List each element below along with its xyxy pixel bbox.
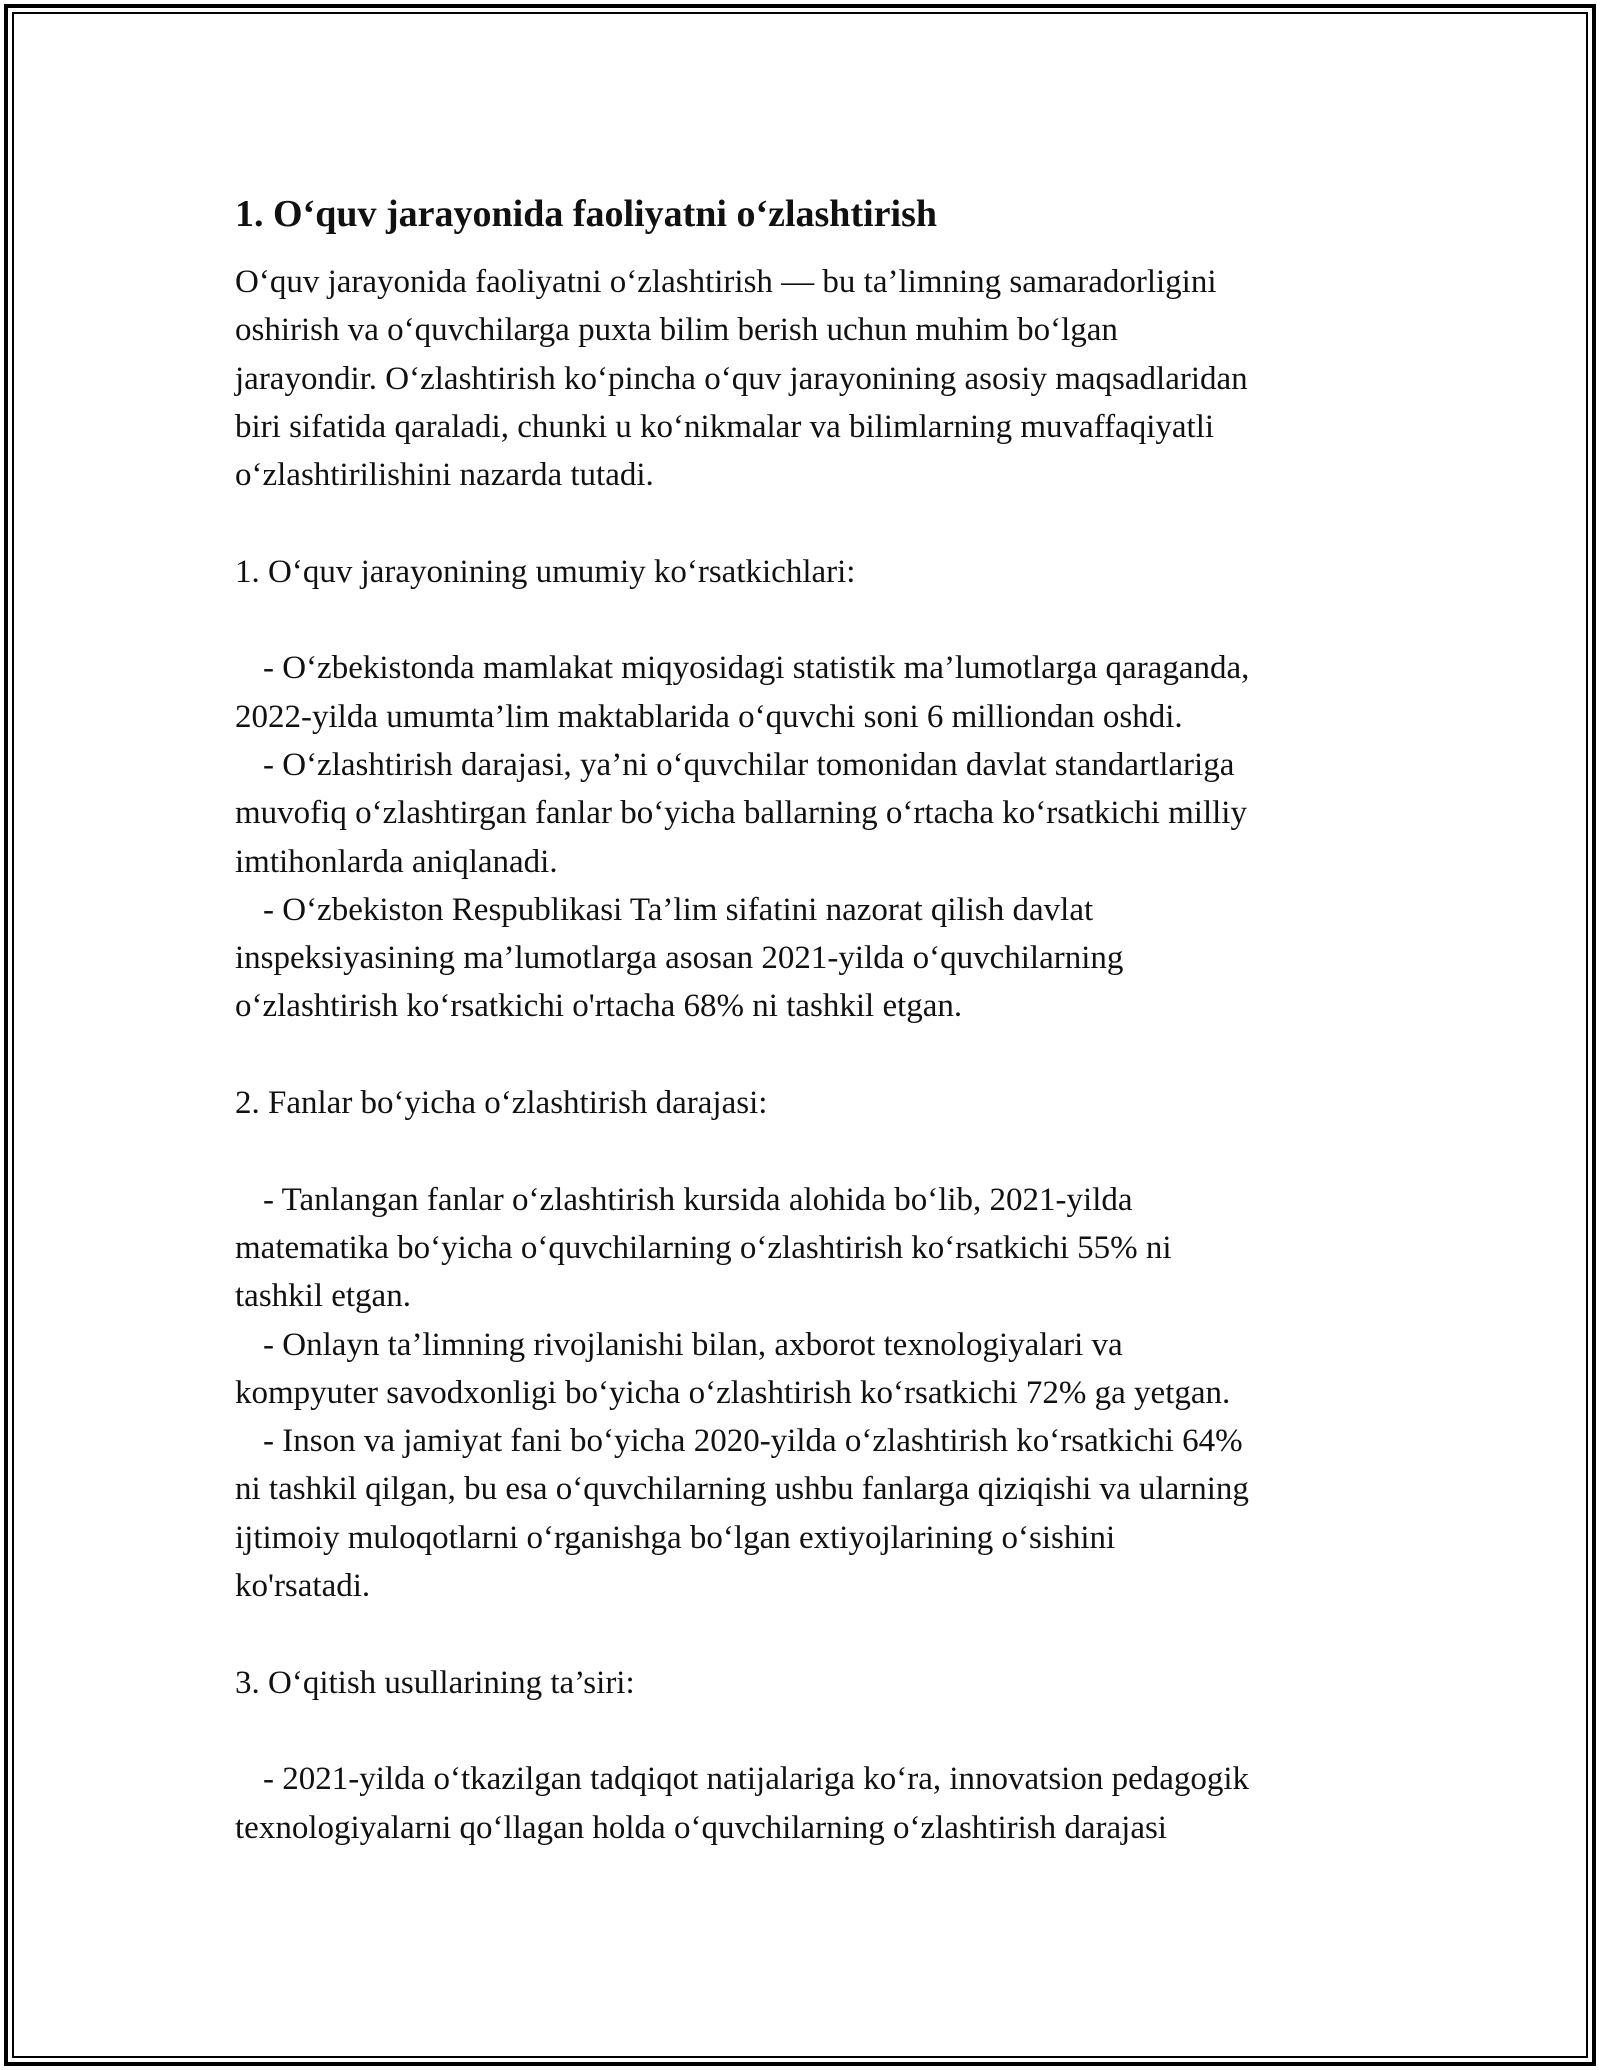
- bullet-line: texnologiyalarni qo‘llagan holda o‘quvchilarning o‘zlashtirish darajasi: [235, 1809, 1167, 1846]
- bullet-item: [235, 1755, 1385, 1852]
- bullet-line: - Tanlangan fanlar o‘zlashtirish kursida alohida bo‘lib, 2021-yilda: [263, 1181, 1133, 1218]
- bullet-item: [235, 741, 1385, 886]
- section-3: [235, 1659, 1385, 1852]
- bullet-item: [235, 1321, 1385, 1418]
- bullet-line: - O‘zlashtirish darajasi, ya’ni o‘quvchilar tomonidan davlat standartlariga: [263, 746, 1235, 783]
- section-heading: 1. O‘quv jarayonining umumiy ko‘rsatkichlari:: [235, 553, 856, 590]
- bullet-line: 2022-yilda umumta’lim maktablarida o‘quvchi soni 6 milliondan oshdi.: [235, 698, 1183, 735]
- document-title: 1. O‘quv jarayonida faoliyatni o‘zlashtirish: [235, 193, 937, 235]
- intro-line: o‘zlashtirilishini nazarda tutadi.: [235, 457, 654, 494]
- intro-line: jarayondir. O‘zlashtirish ko‘pincha o‘quv jarayonining asosiy maqsadlaridan: [235, 360, 1248, 397]
- bullet-item: [235, 886, 1385, 1031]
- bullet-line: - O‘zbekistonda mamlakat miqyosidagi statistik ma’lumotlarga qaraganda,: [263, 650, 1250, 687]
- bullet-line: matematika bo‘yicha o‘quvchilarning o‘zlashtirish ko‘rsatkichi 55% ni: [235, 1229, 1172, 1266]
- bullet-line: ko'rsatadi.: [235, 1568, 371, 1605]
- bullet-line: - Inson va jamiyat fani bo‘yicha 2020-yilda o‘zlashtirish ko‘rsatkichi 64%: [263, 1423, 1243, 1460]
- bullet-line: inspeksiyasining ma’lumotlarga asosan 2021-yilda o‘quvchilarning: [235, 940, 1124, 977]
- bullet-line: - Onlayn ta’limning rivojlanishi bilan, axborot texnologiyalari va: [263, 1326, 1123, 1363]
- intro-line: O‘quv jarayonida faoliyatni o‘zlashtirish — bu ta’limning samaradorligini: [235, 264, 1217, 300]
- bullet-line: - O‘zbekiston Respublikasi Ta’lim sifatini nazorat qilish davlat: [263, 891, 1094, 928]
- spacer: [235, 1031, 1385, 1079]
- section-2: [235, 1079, 1385, 1610]
- bullet-line: ijtimoiy muloqotlarni o‘rganishga bo‘lgan extiyojlarining o‘sishini: [235, 1519, 1116, 1556]
- spacer: [235, 1610, 1385, 1658]
- section-heading: 3. O‘qitish usullarining ta’siri:: [235, 1664, 635, 1701]
- bullet-item: [235, 1176, 1385, 1321]
- bullet-line: tashkil etgan.: [235, 1278, 411, 1315]
- bullet-line: muvofiq o‘zlashtirgan fanlar bo‘yicha ballarning o‘rtacha ko‘rsatkichi milliy: [235, 795, 1247, 832]
- section-1: [235, 548, 1385, 1031]
- bullet-line: ni tashkil qilgan, bu esa o‘quvchilarning ushbu fanlarga qiziqishi va ularning: [235, 1471, 1249, 1508]
- spacer: [235, 499, 1385, 547]
- intro-line: biri sifatida qaraladi, chunki u ko‘nikmalar va bilimlarning muvaffaqiyatli: [235, 408, 1215, 445]
- document-body: [235, 188, 1385, 1852]
- intro-paragraph: [235, 258, 1385, 499]
- spacer: [235, 596, 1385, 644]
- intro-line: oshirish va o‘quvchilarga puxta bilim berish uchun muhim bo‘lgan: [235, 312, 1118, 349]
- bullet-line: o‘zlashtirish ko‘rsatkichi o'rtacha 68% ni tashkil etgan.: [235, 988, 963, 1025]
- spacer: [235, 1127, 1385, 1175]
- bullet-line: imtihonlarda aniqlanadi.: [235, 843, 558, 880]
- bullet-line: kompyuter savodxonligi bo‘yicha o‘zlashtirish ko‘rsatkichi 72% ga yetgan.: [235, 1374, 1231, 1411]
- bullet-line: - 2021-yilda o‘tkazilgan tadqiqot natijalariga ko‘ra, innovatsion pedagogik: [263, 1761, 1250, 1798]
- section-heading: 2. Fanlar bo‘yicha o‘zlashtirish darajasi:: [235, 1085, 768, 1122]
- bullet-item: [235, 1417, 1385, 1610]
- bullet-item: [235, 644, 1385, 741]
- spacer: [235, 1707, 1385, 1755]
